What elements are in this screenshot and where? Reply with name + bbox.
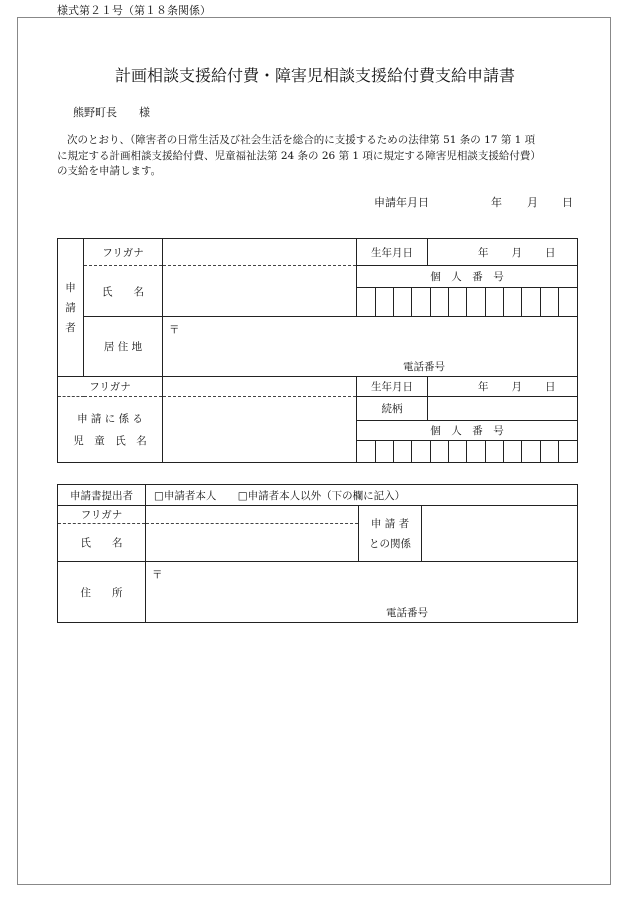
applicant-address-label: 居 住 地 xyxy=(84,317,163,377)
submitter-self-checkbox[interactable]: □申請者本人 xyxy=(154,489,217,502)
submitter-postal-mark: 〒 xyxy=(152,569,163,581)
form-title: 計画相談支援給付費・障害児相談支援給付費支給申請書 xyxy=(114,66,515,85)
child-furigana-label: フリガナ xyxy=(58,377,163,397)
addressee: 熊野町長 様 xyxy=(73,106,150,119)
applicant-birthdate-label: 生年月日 xyxy=(357,239,428,266)
mynumber-digit-box[interactable] xyxy=(375,441,393,462)
submitter-furigana-field[interactable] xyxy=(146,506,359,524)
applicant-postal-mark: 〒 xyxy=(169,324,180,336)
mynumber-digit-box[interactable] xyxy=(485,288,503,316)
mynumber-digit-box[interactable] xyxy=(430,288,448,316)
mynumber-digit-box[interactable] xyxy=(449,288,467,316)
applicant-section-label: 申 請 者 xyxy=(58,239,84,377)
applicant-phone-label: 電話番号 xyxy=(403,361,445,373)
submitter-other-checkbox[interactable]: □申請者本人以外（下の欄に記入） xyxy=(237,489,406,502)
mynumber-digit-box[interactable] xyxy=(394,441,412,462)
form-code: 様式第２１号（第１８条関係） xyxy=(57,4,211,17)
applicant-mynumber-field[interactable] xyxy=(357,288,578,317)
child-relationship-field[interactable] xyxy=(428,397,578,421)
submitter-options xyxy=(146,485,578,506)
applicant-mynumber-label: 個 人 番 号 xyxy=(357,266,578,288)
application-date-year: 年 xyxy=(491,196,502,209)
child-birthdate-field[interactable]: 年 月 日 xyxy=(428,377,578,397)
mynumber-digit-box[interactable] xyxy=(412,288,430,316)
mynumber-digit-box[interactable] xyxy=(430,441,448,462)
mynumber-digit-box[interactable] xyxy=(540,288,558,316)
mynumber-digit-box[interactable] xyxy=(559,288,577,316)
mynumber-digit-box[interactable] xyxy=(394,288,412,316)
mynumber-digit-box[interactable] xyxy=(504,288,522,316)
mynumber-digit-box[interactable] xyxy=(559,441,577,462)
applicant-birthdate-field[interactable]: 年 月 日 xyxy=(428,239,578,266)
applicant-address-field[interactable] xyxy=(163,317,578,377)
application-date-day: 日 xyxy=(562,196,573,209)
mynumber-digit-box[interactable] xyxy=(449,441,467,462)
submitter-relation-label: 申 請 者 との関係 xyxy=(359,506,422,562)
submitter-table xyxy=(57,484,578,623)
submitter-name-field[interactable] xyxy=(146,524,359,562)
application-date-month: 月 xyxy=(527,196,538,209)
child-relationship-label: 続柄 xyxy=(357,397,428,421)
body-text xyxy=(57,133,587,180)
mynumber-digit-box[interactable] xyxy=(540,441,558,462)
applicant-name-field[interactable] xyxy=(163,266,357,317)
mynumber-digit-box[interactable] xyxy=(357,441,375,462)
child-name-label: 申 請 に 係 る 児 童 氏 名 xyxy=(58,397,163,463)
child-mynumber-label: 個 人 番 号 xyxy=(357,421,578,441)
mynumber-digit-box[interactable] xyxy=(522,288,540,316)
child-mynumber-field[interactable] xyxy=(357,441,578,463)
submitter-label: 申請書提出者 xyxy=(58,485,146,506)
applicant-name-label: 氏 名 xyxy=(84,266,163,317)
body-line-1: 次のとおり、（障害者の日常生活及び社会生活を総合的に支援するための法律第 51 条の 17 第 1 項 xyxy=(67,134,536,146)
submitter-name-label: 氏 名 xyxy=(58,524,146,562)
submitter-relation-field[interactable] xyxy=(422,506,578,562)
mynumber-digit-box[interactable] xyxy=(357,288,375,316)
submitter-address-field[interactable] xyxy=(146,562,578,623)
applicant-table xyxy=(57,238,578,463)
submitter-address-label: 住 所 xyxy=(58,562,146,623)
applicant-furigana-label: フリガナ xyxy=(84,239,163,266)
application-date xyxy=(374,194,584,208)
submitter-phone-label: 電話番号 xyxy=(386,607,428,619)
child-furigana-field[interactable] xyxy=(163,377,357,397)
mynumber-digit-box[interactable] xyxy=(522,441,540,462)
body-line-2: に規定する計画相談支援給付費、児童福祉法第 24 条の 26 第 1 項に規定する障害児相談支援給付費） xyxy=(57,149,541,162)
child-birthdate-label: 生年月日 xyxy=(357,377,428,397)
mynumber-digit-box[interactable] xyxy=(467,441,485,462)
child-name-field[interactable] xyxy=(163,397,357,463)
application-date-label: 申請年月日 xyxy=(374,196,429,209)
applicant-furigana-field[interactable] xyxy=(163,239,357,266)
mynumber-digit-box[interactable] xyxy=(485,441,503,462)
mynumber-digit-box[interactable] xyxy=(504,441,522,462)
mynumber-digit-box[interactable] xyxy=(412,441,430,462)
body-line-3: の支給を申請します。 xyxy=(57,165,162,178)
mynumber-digit-box[interactable] xyxy=(375,288,393,316)
mynumber-digit-box[interactable] xyxy=(467,288,485,316)
submitter-furigana-label: フリガナ xyxy=(58,506,146,524)
